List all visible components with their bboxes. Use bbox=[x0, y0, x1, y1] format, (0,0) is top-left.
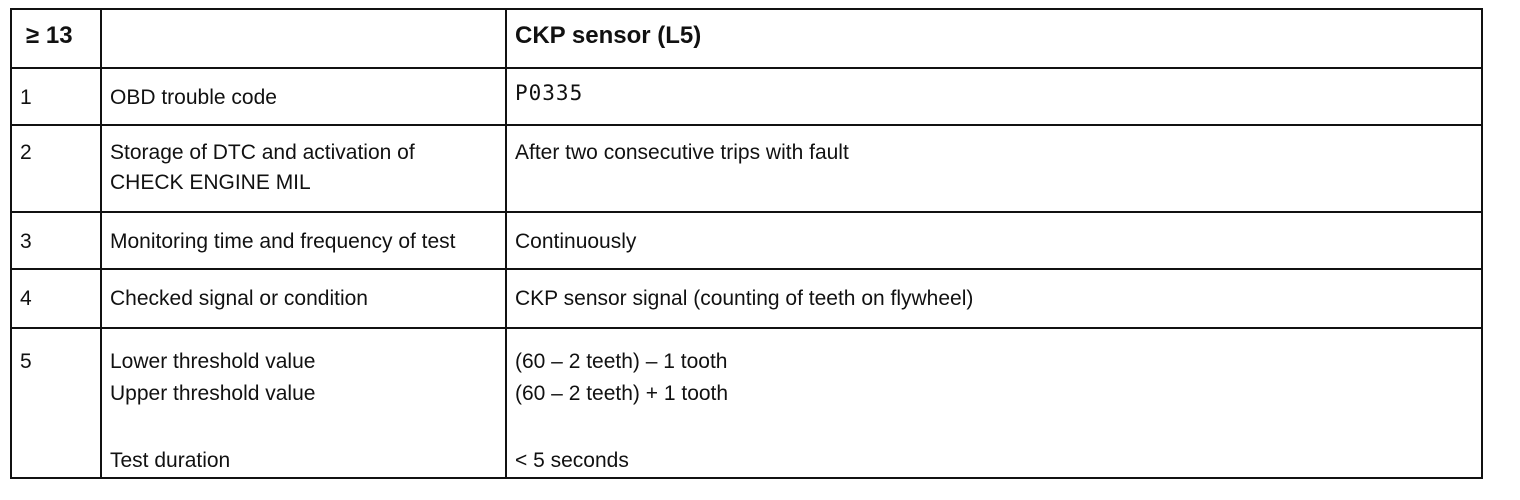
row-label: Monitoring time and frequency of test bbox=[110, 230, 456, 253]
header-row bbox=[12, 10, 1481, 69]
row-number: 4 bbox=[20, 287, 32, 310]
row-value: Continuously bbox=[515, 230, 637, 253]
test-duration-label: Test duration bbox=[110, 449, 231, 472]
diagnostic-table bbox=[10, 8, 1483, 479]
table-title: CKP sensor (L5) bbox=[515, 22, 702, 49]
row-label: OBD trouble code bbox=[110, 86, 277, 109]
table-row bbox=[12, 329, 1481, 477]
step-number bbox=[26, 10, 73, 62]
row-label-line-2: CHECK ENGINE MIL bbox=[110, 171, 311, 194]
lower-threshold-value: (60 – 2 teeth) – 1 tooth bbox=[515, 350, 728, 373]
table-row bbox=[12, 270, 1481, 329]
row-value: CKP sensor signal (counting of teeth on flywheel) bbox=[515, 287, 974, 310]
step-number-value: 13 bbox=[45, 22, 73, 49]
table-row bbox=[12, 213, 1481, 270]
upper-threshold-value: (60 – 2 teeth) + 1 tooth bbox=[515, 382, 729, 405]
row-number: 1 bbox=[20, 86, 32, 109]
test-duration-value: < 5 seconds bbox=[515, 449, 629, 472]
row-label-line-1: Storage of DTC and activation of bbox=[110, 141, 415, 164]
row-label: Checked signal or condition bbox=[110, 287, 368, 310]
row-number: 3 bbox=[20, 230, 32, 253]
table-row bbox=[12, 69, 1481, 126]
upper-threshold-label: Upper threshold value bbox=[110, 382, 316, 405]
row-value: After two consecutive trips with fault bbox=[515, 141, 849, 164]
table-row bbox=[12, 126, 1481, 213]
trouble-code: P0335 bbox=[515, 81, 584, 105]
step-arrow-icon: ≥ bbox=[26, 22, 40, 49]
lower-threshold-label: Lower threshold value bbox=[110, 350, 316, 373]
row-number: 2 bbox=[20, 141, 32, 164]
row-number: 5 bbox=[20, 350, 32, 373]
